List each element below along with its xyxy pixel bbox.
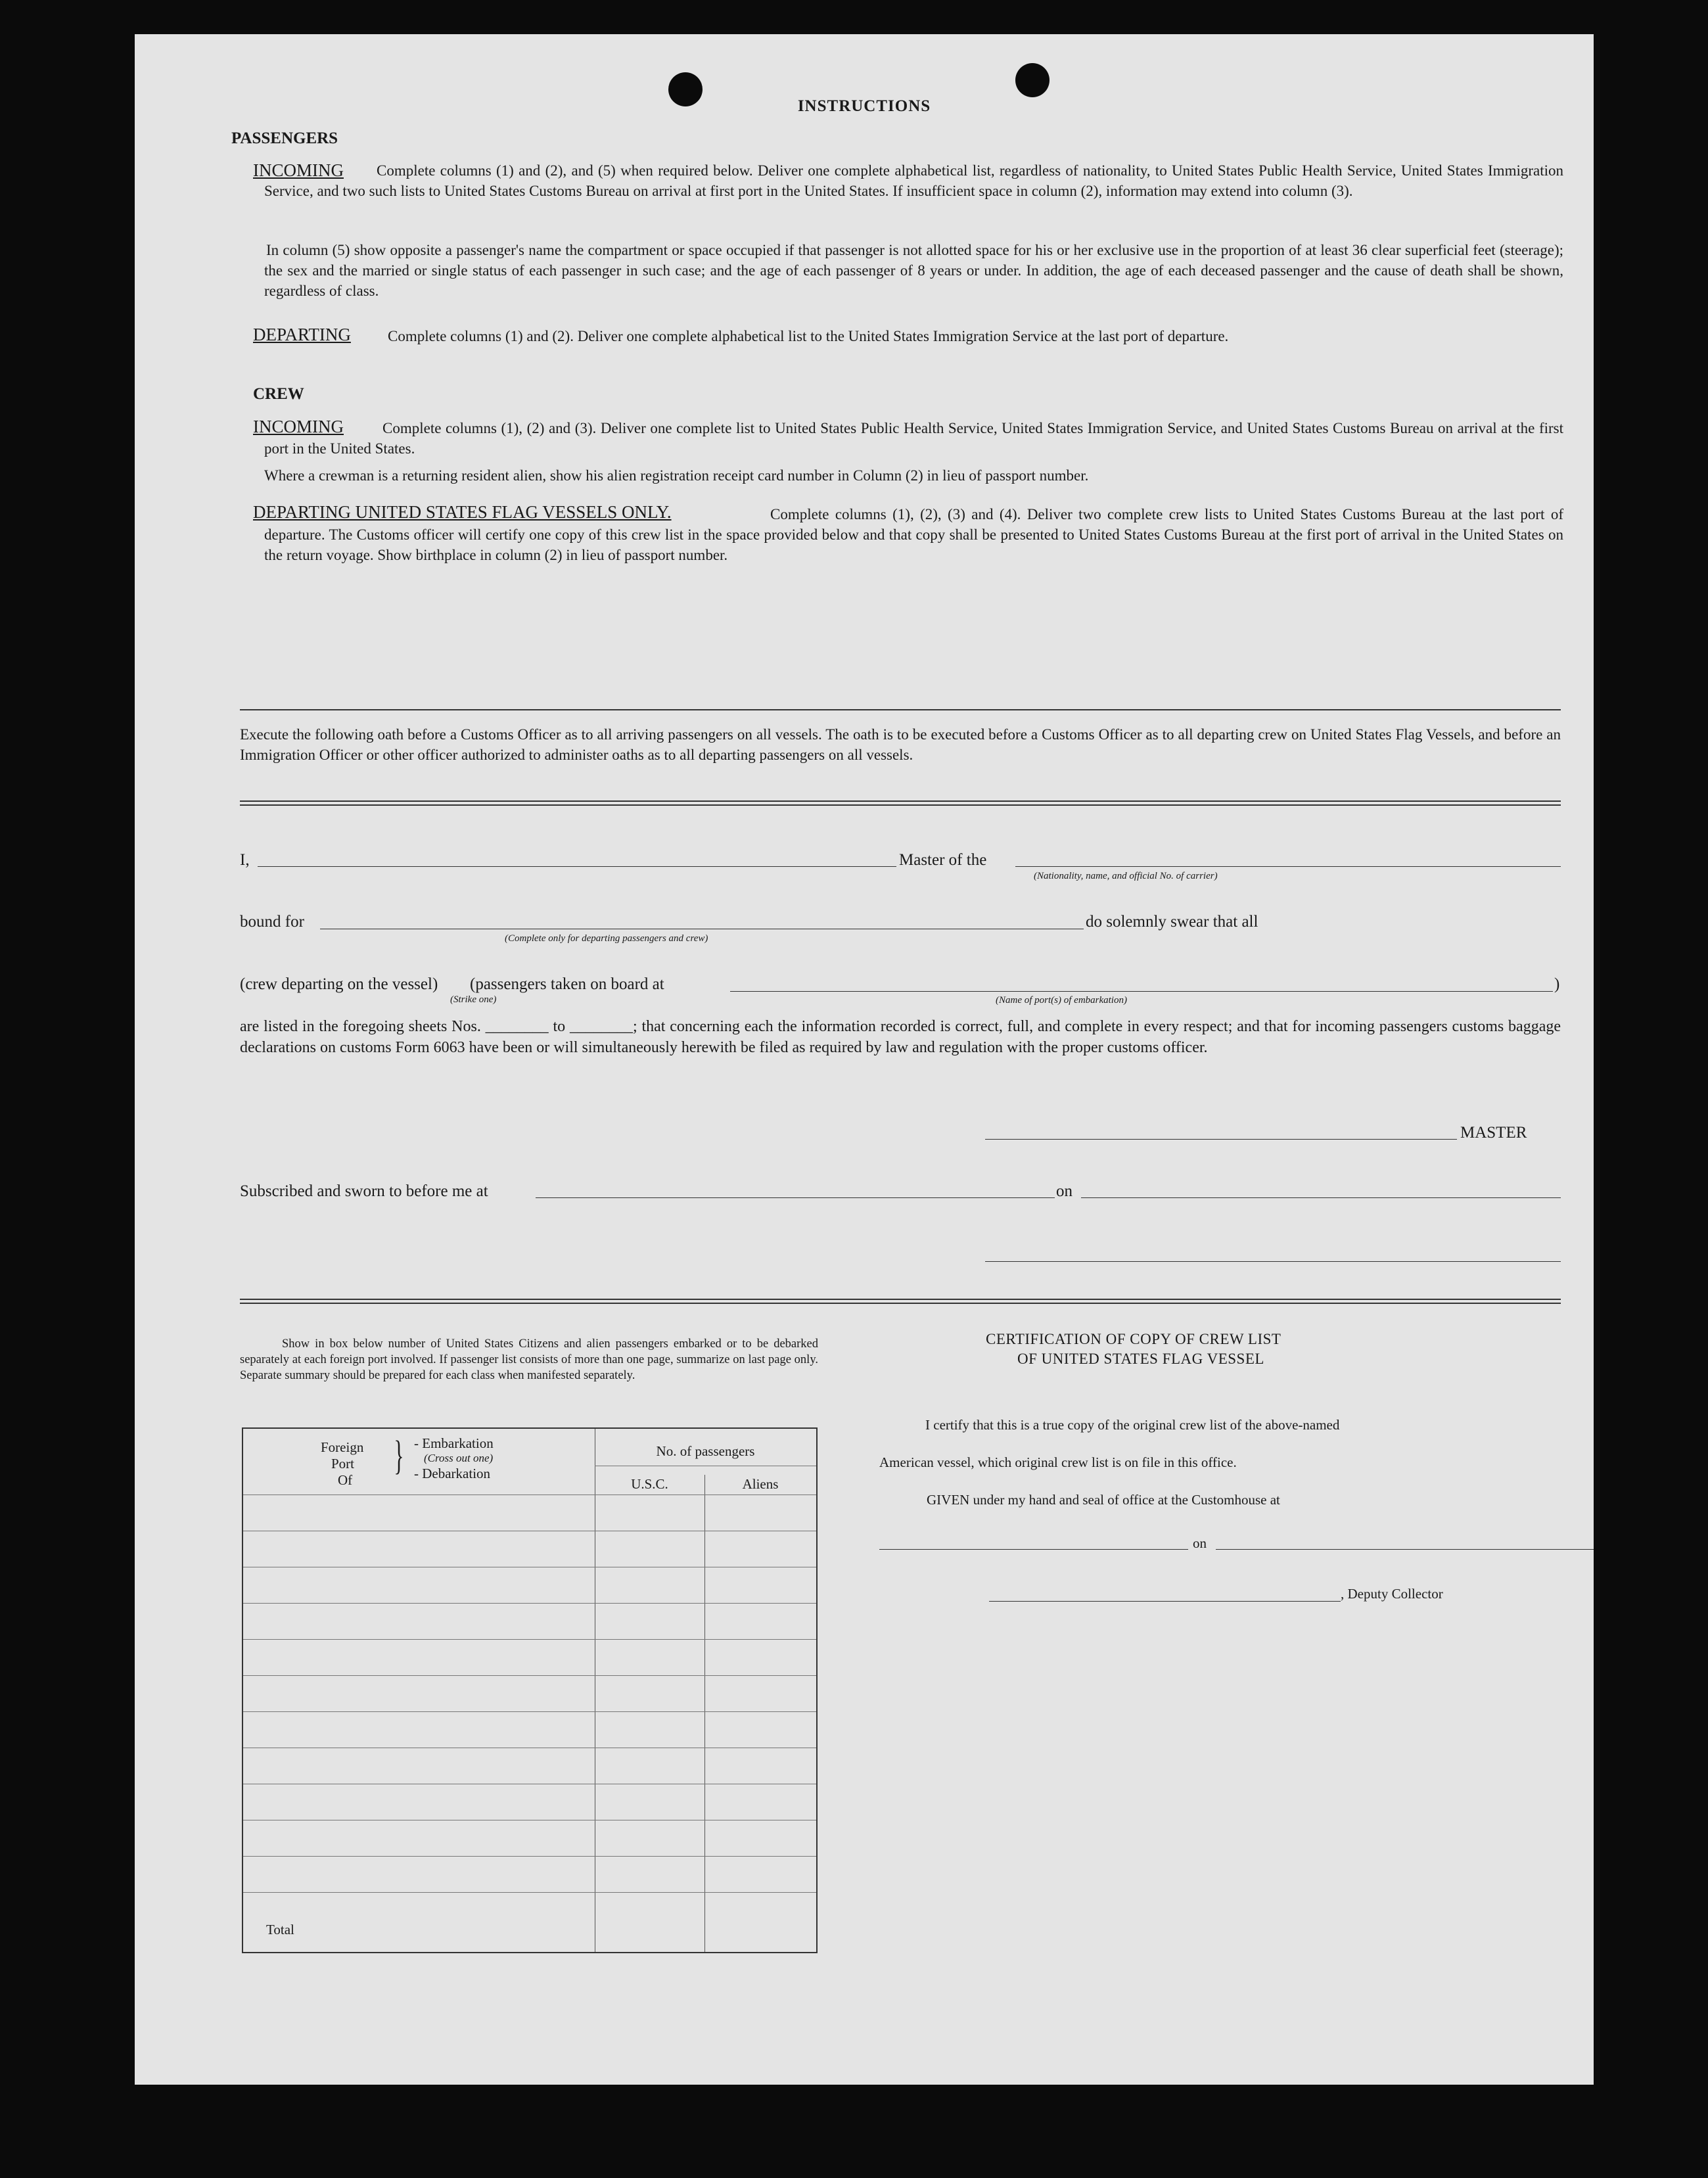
divider-rule: [240, 1303, 1561, 1304]
port-label: Port: [331, 1456, 355, 1471]
bound-for-label: bound for: [240, 913, 304, 931]
certification-title-1: CERTIFICATION OF COPY OF CREW LIST: [986, 1331, 1281, 1347]
sworn-place-line[interactable]: [536, 1197, 1055, 1198]
subscribed-label: Subscribed and sworn to before me at: [240, 1182, 488, 1200]
total-label: Total: [266, 1922, 294, 1937]
cross-out-caption: (Cross out one): [424, 1452, 494, 1464]
passengers-heading: PASSENGERS: [231, 129, 338, 147]
crew-incoming-text: Complete columns (1), (2) and (3). Deliver one complete list to United States Public Health Service, United States Immigration Service, and United States Customs Bureau on arrival at the first port in the United States.: [264, 420, 1563, 457]
certify-line-2: American vessel, which original crew list is on file in this office.: [879, 1454, 1237, 1470]
deputy-collector-label: , Deputy Collector: [1341, 1586, 1443, 1602]
summary-instructions: Show in box below number of United States Citizens and alien passengers embarked or to be debarked separately at each foreign port involved. If passenger list consists of more than one page, summarize on last page only. Separate summary should be prepared for each class when manifested separately.: [240, 1337, 818, 1382]
certification-on-label: on: [1193, 1535, 1207, 1551]
divider-rule: [240, 1299, 1561, 1300]
bound-for-caption: (Complete only for departing passengers and crew): [505, 933, 708, 944]
crew-departing-text: Complete columns (1), (2), (3) and (4). Deliver two complete crew lists to United States Customs Bureau at the last port of departure. The Customs officer will certify one copy of this crew list in the space provided below and that copy shall be presented to United States Customs Bureau at the first port of arrival in the United States on the return voyage. Show birthplace in column (2) in lieu of passport number.: [264, 506, 1563, 563]
passengers-incoming-text: Complete columns (1) and (2), and (5) when required below. Deliver one complete alphabetical list, regardless of nationality, to United States Public Health Service, United States Immigration Service, and two such lists to United States Customs Bureau on arrival at first port in the United States. If insufficient space in column (2), information may extend into column (3).: [264, 162, 1563, 199]
certify-line-1: I certify that this is a true copy of the original crew list of the above-named: [925, 1417, 1340, 1433]
divider-rule: [240, 804, 1561, 806]
page-title: INSTRUCTIONS: [797, 97, 931, 115]
crew-departing-option: (crew departing on the vessel): [240, 975, 438, 993]
master-of-label: Master of the: [899, 851, 987, 869]
of-label: Of: [338, 1472, 353, 1488]
punch-hole-right: [1015, 63, 1050, 97]
no-of-passengers-header: No. of passengers: [656, 1443, 755, 1459]
divider-rule: [240, 709, 1561, 710]
deputy-signature-line[interactable]: [989, 1601, 1341, 1602]
carrier-line[interactable]: [1015, 866, 1561, 867]
passengers-taken-option: (passengers taken on board at: [470, 975, 664, 993]
customhouse-place-line[interactable]: [879, 1549, 1188, 1550]
form-page: [135, 34, 1594, 2085]
debarkation-option: - Debarkation: [414, 1466, 491, 1481]
crew-departing-label: DEPARTING UNITED STATES FLAG VESSELS ONLY.: [253, 502, 672, 522]
swear-text: do solemnly swear that all: [1086, 913, 1258, 931]
foreign-label: Foreign: [321, 1439, 364, 1455]
certification-title-2: OF UNITED STATES FLAG VESSEL: [1017, 1351, 1264, 1367]
divider-rule: [240, 800, 1561, 802]
strike-one-caption: (Strike one): [450, 994, 497, 1005]
embarkation-port-line[interactable]: [730, 991, 1553, 992]
master-name-line[interactable]: [258, 866, 896, 867]
given-line: GIVEN under my hand and seal of office at the Customhouse at: [927, 1492, 1280, 1508]
usc-header: U.S.C.: [631, 1476, 668, 1492]
passengers-column5-text: In column (5) show opposite a passenger's name the compartment or space occupied if that passenger is not allotted space for his or her exclusive use in the proportion of at least 36 clear superficial feet (steerage); the sex and the married or single status of each passenger in such case; and the age of each passenger of 8 years or under. In addition, the age of each deceased passenger and the cause of death shall be shown, regardless of class.: [264, 242, 1563, 299]
port-caption: (Name of port(s) of embarkation): [996, 995, 1127, 1006]
oath-intro: Execute the following oath before a Customs Officer as to all arriving passengers on all vessels. The oath is to be executed before a Customs Officer as to all departing crew on United States Flag Vessels, and before an Immigration Officer or other officer authorized to administer oaths as to all departing passengers on all vessels.: [240, 726, 1561, 763]
crew-heading: CREW: [253, 385, 304, 403]
passenger-summary-table: [242, 1427, 818, 1953]
sworn-date-line[interactable]: [1081, 1197, 1561, 1198]
crew-alien-text: Where a crewman is a returning resident alien, show his alien registration receipt card number in Column (2) in lieu of passport number.: [264, 467, 1089, 484]
passengers-departing-label: DEPARTING: [253, 325, 351, 344]
aliens-header: Aliens: [742, 1476, 779, 1492]
brace-glyph: }: [394, 1433, 404, 1478]
officer-signature-line[interactable]: [985, 1261, 1561, 1262]
master-signature-line[interactable]: [985, 1139, 1457, 1140]
passengers-departing-text: Complete columns (1) and (2). Deliver one complete alphabetical list to the United States Immigration Service at the last port of departure.: [388, 328, 1229, 344]
sworn-on-label: on: [1056, 1182, 1073, 1200]
crew-incoming-label: INCOMING: [253, 417, 344, 436]
oath-i-label: I,: [240, 851, 250, 869]
master-label: MASTER: [1460, 1124, 1527, 1142]
close-paren: ): [1554, 975, 1560, 993]
carrier-caption: (Nationality, name, and official No. of carrier): [1034, 871, 1218, 881]
certification-date-line[interactable]: [1216, 1549, 1594, 1550]
embarkation-option: - Embarkation: [414, 1435, 494, 1451]
oath-listed-text: are listed in the foregoing sheets Nos. ________ to ________; that concerning each the information recorded is correct, full, and complete in every respect; and that for incoming passengers customs baggage declarations on customs Form 6063 have been or will simultaneously herewith be filed as required by law and regulation with the proper customs officer.: [240, 1018, 1561, 1056]
passengers-incoming-label: INCOMING: [253, 160, 344, 180]
